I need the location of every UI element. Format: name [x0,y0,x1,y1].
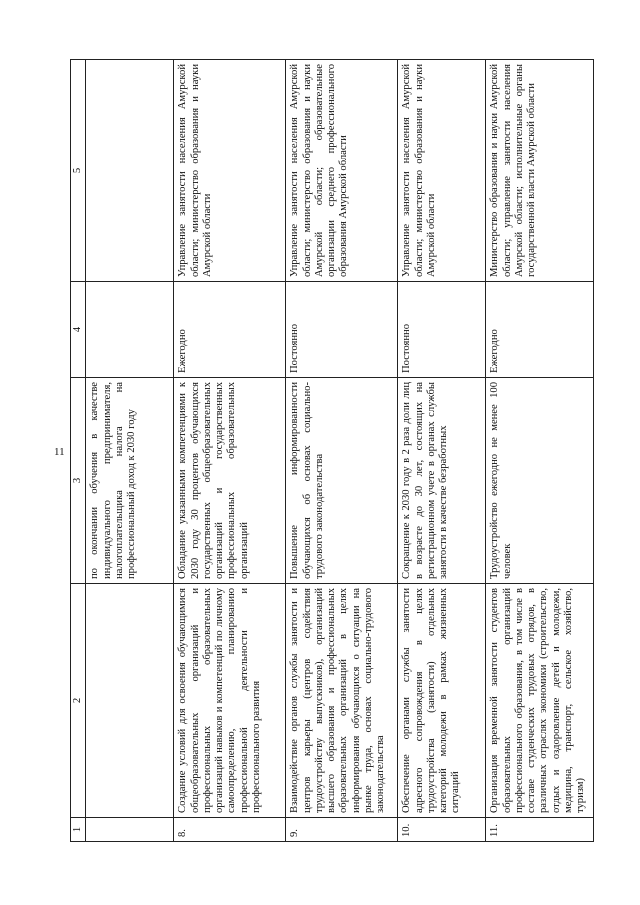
result-cell: Повышение информированности обучающихся об основах социально-трудового законодательства [286,378,398,584]
header-col-5: 5 [71,60,86,282]
executors-cell [86,60,174,282]
row-number: 8. [174,818,286,842]
period-cell [86,282,174,378]
table-row [86,60,174,842]
period-cell: Ежегодно [486,282,594,378]
result-cell: Сокращение к 2030 году в 2 раза доли лиц в возрасте до 30 лет, состоящих на регистрационном учете в органах службы занятости в качестве безработных [398,378,486,584]
result-cell: Трудоустройство ежегодно не менее 100 человек [486,378,594,584]
page-number: 11 [54,446,65,458]
row-number: 10. [398,818,486,842]
rotated-table-container [70,60,594,842]
activity-cell: Создание условий для освоения обучающимися общеобразовательных организаций и профессиональных образовательных организаций навыков и компетенций по личному самоопределению, планированию профессиональной деятельности и профессионального развития [174,584,286,818]
activity-cell [86,584,174,818]
header-col-4: 4 [71,282,86,378]
header-col-1: 1 [71,818,86,842]
row-number [86,818,174,842]
table-header-row [71,60,86,842]
table-row [174,60,286,842]
result-cell: Обладание указанными компетенциями к 2030 году 30 процентов обучающихся государственных общеобразовательных организаций и государственных профессиональных образовательных организаций [174,378,286,584]
row-number: 11. [486,818,594,842]
row-number: 9. [286,818,398,842]
table-row [286,60,398,842]
activity-cell: Взаимодействие органов службы занятости и центров карьеры (центров содействия трудоустройству выпускников), организаций высшего образования и профессиональных образовательных организаций в целях информирования обучающихся о ситуации на рынке труда, основах социально-трудового законодательства [286,584,398,818]
activity-cell: Обеспечение органами службы занятости адресного сопровождения в целях трудоустройства (занятости) отдельных категорий молодежи в рамках жизненных ситуаций [398,584,486,818]
header-col-2: 2 [71,584,86,818]
header-col-3: 3 [71,378,86,584]
executors-cell: Министерство образования и науки Амурской области; управление занятости населения Амурской области; исполнительные органы государственной власти Амурской области [486,60,594,282]
result-cell: по окончании обучения в качестве индивидуального предпринимателя, налогоплательщика налога на профессиональный доход к 2030 году [86,378,174,584]
period-cell: Постоянно [398,282,486,378]
executors-cell: Управление занятости населения Амурской области; министерство образования и науки Амурской области [398,60,486,282]
executors-cell: Управление занятости населения Амурской области; министерство образования и науки Амурской области; образовательные организации среднего профессионального образования Амурской области [286,60,398,282]
activity-cell: Организация временной занятости студентов образовательных организаций профессионального образования, в том числе в составе студенческих трудовых отрядов, в различных отраслях экономики (строительство, отдых и оздоровление детей и молодежи, медицина, транспорт, сельское хозяйство, туризм) [486,584,594,818]
measures-table [70,59,594,842]
period-cell: Ежегодно [174,282,286,378]
table-row [486,60,594,842]
table-row [398,60,486,842]
period-cell: Постоянно [286,282,398,378]
executors-cell: Управление занятости населения Амурской области; министерство образования и науки Амурской области [174,60,286,282]
